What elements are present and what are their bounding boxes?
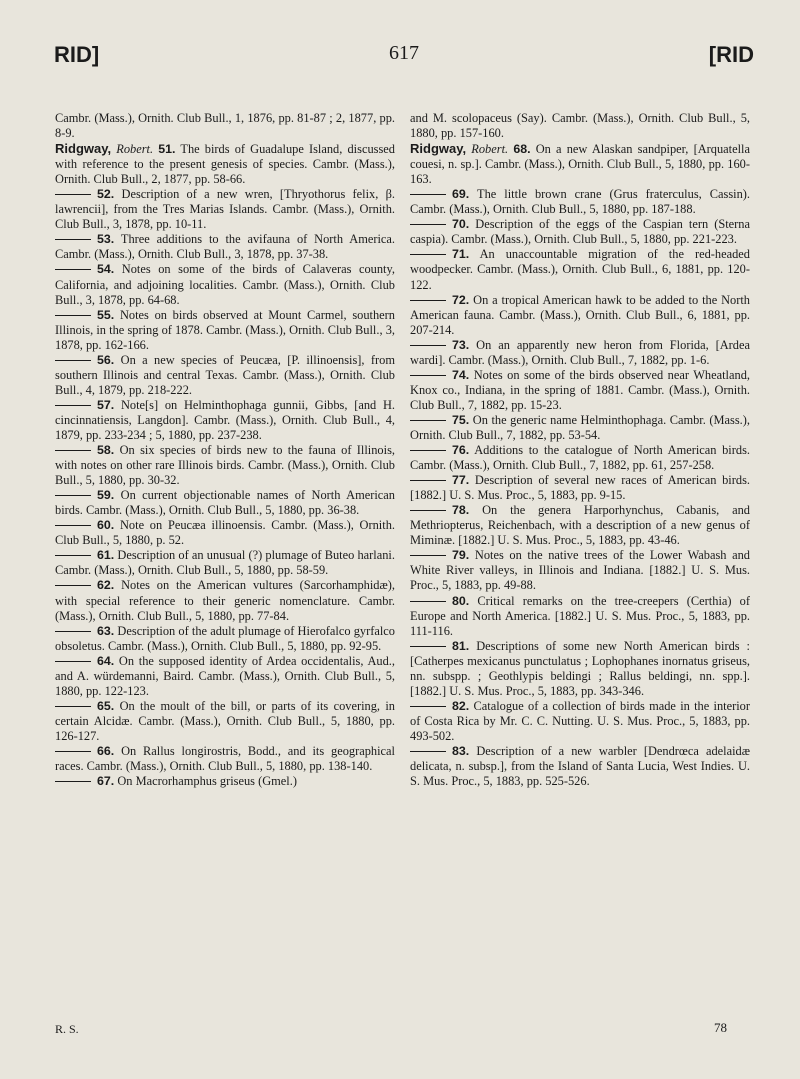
bibliography-entry (55, 443, 395, 488)
ditto-dash (410, 555, 446, 556)
entry-text: Additions to the catalogue of North American birds. Cambr. (Mass.), Ornith. Club Bull., 7, 1882, pp. 61, 257-258. (410, 443, 750, 473)
bibliography-entry (55, 308, 395, 353)
entry-text: Three additions to the avifauna of North America. Cambr. (Mass.), Ornith. Club Bull., 3, 1878, pp. 37-38. (55, 232, 396, 262)
entry-number: 66. (97, 743, 115, 758)
author-name: Ridgway, (410, 141, 467, 157)
entry-text: Notes on some of the birds observed near Wheatland, Knox co., Indiana, in the spring of 1881. Cambr. (Mass.), Ornith. Club Bull., 7, 1882, pp. 15-23. (410, 367, 750, 412)
bibliography-entry (55, 654, 395, 699)
entry-number: 77. (452, 473, 470, 488)
ditto-dash (55, 781, 91, 782)
ditto-dash (410, 254, 446, 255)
entry-text: Descriptions of some new North American birds : [Catherpes mexicanus punctulatus ; Lophophanes inornatus griseus, nn. subspp. ; Geothlypis beldingi ; Rallus beldingi, nn. spp.]. [1882.] U. S. Mus. Proc., 5, 1883, pp. 343-346. (410, 638, 750, 698)
ditto-dash (410, 194, 446, 195)
author-first-name: Robert. (471, 142, 509, 157)
bibliography-entry (55, 578, 395, 623)
ditto-dash (55, 450, 91, 451)
entry-number: 73. (452, 337, 470, 352)
entry-number: 74. (452, 367, 470, 382)
ditto-dash (55, 360, 91, 361)
bibliography-entry (410, 293, 750, 338)
ditto-dash (55, 661, 91, 662)
entry-text: On current objectionable names of North American birds. Cambr. (Mass.), Ornith. Club Bull., 5, 1880, pp. 36-38. (55, 488, 395, 518)
ditto-dash (55, 405, 91, 406)
entry-text: Description of several new races of American birds. [1882.] U. S. Mus. Proc., 5, 1883, pp. 9-15. (410, 473, 750, 503)
bibliography-entry (55, 187, 395, 232)
entry-number: 68. (513, 142, 531, 157)
ditto-dash (410, 751, 446, 752)
entry-number: 67. (97, 774, 115, 789)
ditto-dash (410, 345, 446, 346)
entry-text: On Rallus longirostris, Bodd., and its geographical races. Cambr. (Mass.), Ornith. Club Bull., 5, 1880, pp. 138-140. (55, 743, 395, 774)
entry-number: 53. (97, 232, 115, 247)
entry-number: 79. (452, 548, 470, 563)
bibliography-entry (410, 187, 750, 217)
entry-number: 65. (97, 698, 115, 713)
entry-text: On the generic name Helminthophaga. Cambr. (Mass.), Ornith. Club Bull., 7, 1882, pp. 53-54. (410, 412, 750, 442)
bibliography-entry (55, 141, 395, 187)
ditto-dash (410, 224, 446, 225)
page-header (54, 42, 754, 72)
entry-number: 71. (452, 247, 470, 262)
entry-text: Description of the eggs of the Caspian tern (Sterna caspia). Cambr. (Mass.), Ornith. Club Bull., 5, 1880, pp. 221-223. (410, 217, 750, 247)
entry-text: On a new Alaskan sandpiper, [Arquatella couesi, n. sp.]. Cambr. (Mass.), Ornith. Club Bull., 5, 1880, pp. 160-163. (410, 142, 750, 187)
ditto-dash (55, 706, 91, 707)
bibliography-entry (55, 518, 395, 548)
bibliography-entry (55, 398, 395, 443)
entry-text: The birds of Guadalupe Island, discussed with reference to the present genesis of species. Cambr. (Mass.), Ornith. Club Bull., 2, 1877, pp. 58-66. (55, 142, 395, 187)
bibliography-entry (410, 443, 750, 473)
entry-number: 62. (97, 578, 115, 593)
ditto-dash (410, 375, 446, 376)
entry-number: 80. (452, 593, 470, 608)
author-name: Ridgway, (55, 141, 112, 157)
ditto-dash (410, 510, 446, 511)
entry-number: 83. (452, 743, 470, 758)
ditto-dash (55, 269, 91, 270)
bibliography-entry (410, 548, 750, 593)
header-right-guide: [RID (708, 42, 754, 67)
entry-text: Cambr. (Mass.), Ornith. Club Bull., 1, 1876, pp. 81-87 ; 2, 1877, pp. 8-9. (55, 111, 395, 141)
bibliography-entry (55, 699, 395, 744)
bibliography-entry (410, 368, 750, 413)
entry-text: The little brown crane (Grus fraterculus, Cassin). Cambr. (Mass.), Ornith. Club Bull., 5, 1880, pp. 187-188. (410, 187, 751, 217)
entry-number: 54. (97, 262, 115, 277)
bibliography-entry (55, 353, 395, 398)
bibliography-entry (410, 594, 750, 639)
entry-text: Notes on some of the birds of Calaveras county, California, and adjoining localities. Cambr. (Mass.), Ornith. Club Bull., 3, 1878, pp. 64-68. (55, 262, 395, 307)
entry-number: 78. (452, 503, 470, 518)
bibliography-entry (55, 488, 395, 518)
entry-text: On the genera Harporhynchus, Cabanis, and Methriopterus, Reichenbach, with a description of a new genus of Miminæ. [1882.] U. S. Mus. Proc., 5, 1883, pp. 43-46. (410, 503, 750, 548)
entry-number: 61. (97, 548, 115, 563)
entry-number: 81. (452, 638, 470, 653)
ditto-dash (55, 239, 91, 240)
entry-text: On Macrorhamphus griseus (Gmel.) (117, 774, 297, 789)
entry-text: On six species of birds new to the fauna of Illinois, with notes on other rare Illinois birds. Cambr. (Mass.), Ornith. Club Bull., 5, 1880, pp. 30-32. (55, 443, 395, 488)
ditto-dash (410, 646, 446, 647)
entry-number: 76. (452, 443, 470, 458)
ditto-dash (410, 420, 446, 421)
ditto-dash (410, 300, 446, 301)
bibliography-entry (55, 548, 395, 578)
bibliography-entry (410, 744, 750, 789)
entry-number: 52. (97, 187, 115, 202)
ditto-dash (410, 450, 446, 451)
entry-text: Description of a new warbler [Dendrœca adelaidæ delicata, n. subsp.], from the Island of Santa Lucia, West Indies. U. S. Mus. Proc., 5, 1883, pp. 525-526. (410, 743, 750, 789)
entry-number: 72. (452, 292, 470, 307)
entry-text: An unaccountable migration of the red-headed woodpecker. Cambr. (Mass.), Ornith. Club Bull., 6, 1881, pp. 120-122. (410, 247, 750, 292)
ditto-dash (55, 525, 91, 526)
entry-text: Description of a new wren, [Thryothorus felix, β. lawrencii], from the Tres Marias Islands. Cambr. (Mass.), Ornith. Club Bull., 3, 1878, pp. 10-11. (55, 187, 395, 232)
bibliography-entry (55, 624, 395, 654)
bibliography-entry (55, 774, 395, 789)
entry-number: 70. (452, 217, 470, 232)
entry-text: Notes on the American vultures (Sarcorhamphidæ), with special reference to their generic nomenclature. Cambr. (Mass.), Ornith. Club Bull., 5, 1880, pp. 77-84. (55, 578, 395, 623)
entry-text: and M. scolopaceus (Say). Cambr. (Mass.), Ornith. Club Bull., 5, 1880, pp. 157-160. (410, 111, 750, 141)
ditto-dash (55, 315, 91, 316)
header-left-guide: RID] (54, 42, 100, 67)
entry-text: Critical remarks on the tree-creepers (Certhia) of Europe and North America. [1882.] U. S. Mus. Proc., 5, 1883, pp. 111-116. (410, 593, 750, 638)
entry-text: On an apparently new heron from Florida, [Ardea wardi]. Cambr. (Mass.), Ornith. Club Bull., 7, 1882, pp. 1-6. (410, 337, 750, 367)
entry-number: 58. (97, 443, 115, 458)
bibliography-entry (410, 503, 750, 548)
entry-number: 69. (452, 187, 470, 202)
ditto-dash (55, 751, 91, 752)
entry-text: Notes on the native trees of the Lower Wabash and White River valleys, in Illinois and Indiana. [1882.] U. S. Mus. Proc., 5, 1883, pp. 49-88. (410, 548, 750, 593)
entry-number: 82. (452, 698, 470, 713)
author-first-name: Robert. (116, 142, 154, 157)
page-number: 617 (389, 42, 419, 64)
bibliography-entry (410, 111, 750, 141)
entry-number: 75. (452, 412, 470, 427)
ditto-dash (55, 585, 91, 586)
entry-text: On the supposed identity of Ardea occidentalis, Aud., and A. würdemanni, Baird. Cambr. (Mass.), Ornith. Club Bull., 5, 1880, pp. 122-123. (55, 653, 395, 698)
entry-number: 55. (97, 307, 115, 322)
entry-number: 56. (97, 352, 115, 367)
footer-sheet-number: 78 (714, 1020, 727, 1035)
bibliography-entry (410, 699, 750, 744)
entry-text: Description of the adult plumage of Hierofalco gyrfalco obsoletus. Cambr. (Mass.), Ornith. Club Bull., 5, 1880, pp. 92-95. (55, 623, 395, 653)
bibliography-entry (410, 639, 750, 699)
bibliography-entry (410, 141, 750, 187)
entry-number: 57. (97, 397, 115, 412)
right-column (410, 111, 750, 789)
entry-number: 63. (97, 623, 115, 638)
entry-text: Notes on birds observed at Mount Carmel, southern Illinois, in the spring of 1878. Cambr. (Mass.), Ornith. Club Bull., 3, 1878, pp. 162-166. (55, 307, 395, 352)
left-column (55, 111, 395, 789)
ditto-dash (55, 495, 91, 496)
entry-text: Note[s] on Helminthophaga gunnii, Gibbs, [and H. cincinnatiensis, Langdon]. Cambr. (Mass.), Ornith. Club Bull., 4, 1879, pp. 233-234 ; 5, 1880, pp. 237-238. (55, 397, 395, 442)
footer-signature: R. S. (55, 1022, 79, 1036)
entry-text: Catalogue of a collection of birds made in the interior of Costa Rica by Mr. C. C. Nutting. U. S. Mus. Proc., 5, 1883, pp. 493-502. (410, 698, 750, 743)
bibliography-entry (55, 232, 395, 262)
entry-text: On a tropical American hawk to be added to the North American fauna. Cambr. (Mass.), Ornith. Club Bull., 6, 1881, pp. 207-214. (410, 292, 750, 337)
entry-text: Note on Peucæa illinoensis. Cambr. (Mass.), Ornith. Club Bull., 5, 1880, p. 52. (55, 518, 395, 548)
bibliography-entry (410, 473, 750, 503)
ditto-dash (410, 601, 446, 602)
bibliography-entry (410, 247, 750, 292)
bibliography-entry (410, 413, 750, 443)
bibliography-entry (410, 217, 750, 247)
bibliography-entry (55, 262, 395, 307)
bibliography-entry (55, 744, 395, 774)
entry-number: 51. (158, 142, 176, 157)
ditto-dash (55, 194, 91, 195)
entry-number: 64. (97, 653, 115, 668)
entry-text: On the moult of the bill, or parts of its covering, in certain Alcidæ. Cambr. (Mass.), Ornith. Club Bull., 5, 1880, pp. 126-127. (55, 698, 395, 743)
ditto-dash (55, 631, 91, 632)
entry-number: 59. (97, 488, 115, 503)
entry-text: Description of an unusual (?) plumage of Buteo harlani. Cambr. (Mass.), Ornith. Club Bull., 5, 1880, pp. 58-59. (55, 548, 395, 578)
ditto-dash (55, 555, 91, 556)
ditto-dash (410, 706, 446, 707)
bibliography-entry (55, 111, 395, 141)
entry-number: 60. (97, 518, 115, 533)
ditto-dash (410, 480, 446, 481)
bibliography-entry (410, 338, 750, 368)
entry-text: On a new species of Peucæa, [P. illinoensis], from southern Illinois and central Texas. Cambr. (Mass.), Ornith. Club Bull., 4, 1879, pp. 218-222. (55, 352, 395, 397)
